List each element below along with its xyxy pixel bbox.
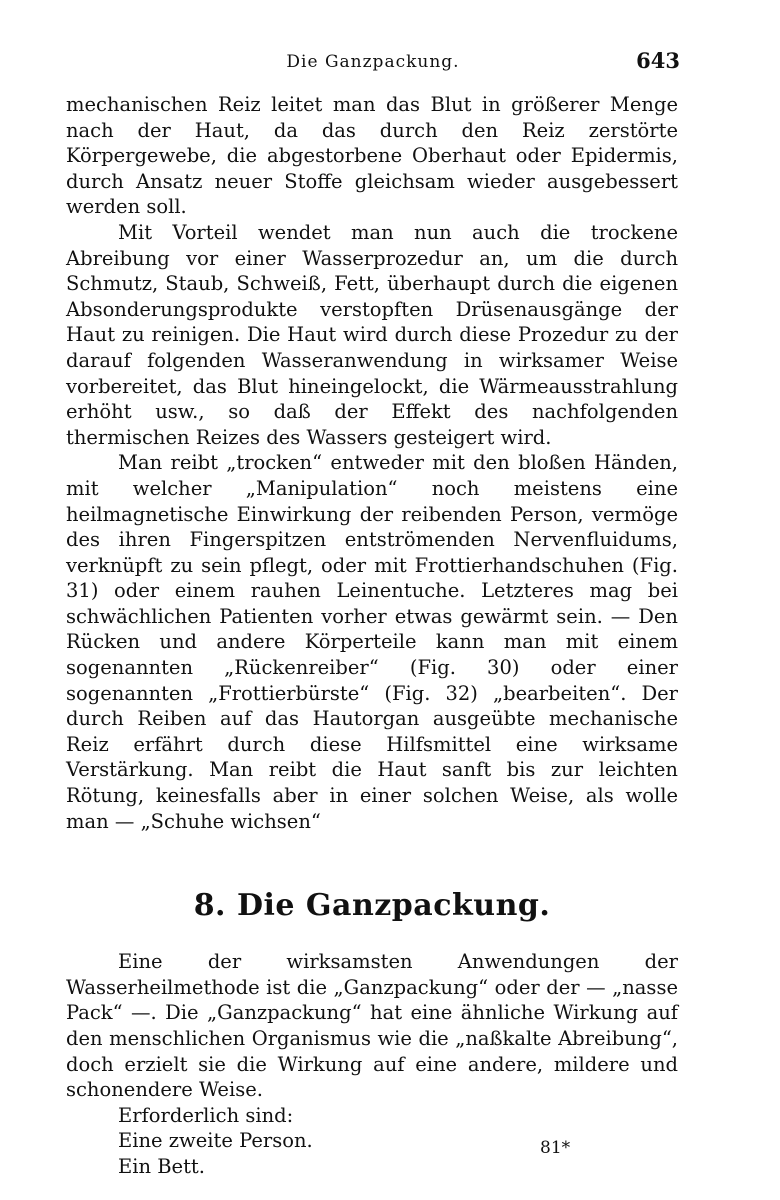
paragraph-rubbing-method: Man reibt „trocken“ entweder mit den bloßen Händen, mit welcher „Manipulation“ noch meistens eine heilmagnetische Einwirkung der reibenden Person, vermöge des ihren Fingerspitzen entströmenden Nervenfluidums, verknüpft zu sein pflegt, oder mit Frottierhandschuhen (Fig. 31) oder einem rauhen Leinentuche. Letzteres mag bei schwächlichen Patienten vorher etwas gewärmt sein. — Den Rücken und andere Körperteile kann man mit einem sogenannten „Rückenreiber“ (Fig. 30) oder einer sogenannten „Frottierbürste“ (Fig. 32) „bearbeiten“. Der durch Reiben auf das Hautorgan ausgeübte mechanische Reiz erfährt durch diese Hilfsmittel eine wirksame Verstärkung. Man reibt die Haut sanft bis zur leichten Rötung, keinesfalls aber in einer solchen Weise, als wolle man — „Schuhe wichsen“ (66, 451, 678, 833)
paragraph-section-intro: Eine der wirksamsten Anwendungen der Wasserheilmethode ist die „Ganzpackung“ oder der — „nasse Pack“ —. Die „Ganzpackung“ hat eine ähnliche Wirkung auf den menschlichen Organismus wie die „naßkalte Abreibung“, doch erzielt sie die Wirkung auf eine andere, mildere und schonendere Weise. (66, 950, 678, 1102)
running-title: Die Ganzpackung. (286, 52, 460, 72)
requirements-heading: Erforderlich sind: (118, 1103, 294, 1127)
requirements-list (66, 1103, 678, 1180)
signature-mark: 81* (540, 1138, 571, 1158)
running-head (66, 48, 680, 78)
section-heading: 8. Die Ganzpackung. (193, 888, 551, 924)
paragraph-continued: mechanischen Reiz leitet man das Blut in größerer Menge nach der Haut, da das durch den Reiz zerstörte Körpergewebe, die abgestorbene Oberhaut oder Epidermis, durch Ansatz neuer Stoffe gleichsam wieder ausgebessert werden soll. (66, 93, 678, 219)
page-number: 643 (636, 48, 680, 73)
paragraph-dry-rub: Mit Vorteil wendet man nun auch die trockene Abreibung vor einer Wasserprozedur an, um die durch Schmutz, Staub, Schweiß, Fett, überhaupt durch die eigenen Absonderungsprodukte verstopften Drüsenausgänge der Haut zu reinigen. Die Haut wird durch diese Prozedur zu der darauf folgenden Wasseranwendung in wirksamer Weise vorbereitet, das Blut hineingelockt, die Wärmeausstrahlung erhöht usw., so daß der Effekt des nachfolgenden thermischen Reizes des Wassers gesteigert wird. (66, 220, 678, 449)
list-item: Eine zweite Person. (118, 1129, 313, 1153)
list-item: Ein Bett. (118, 1154, 205, 1178)
page-body (66, 92, 678, 1180)
